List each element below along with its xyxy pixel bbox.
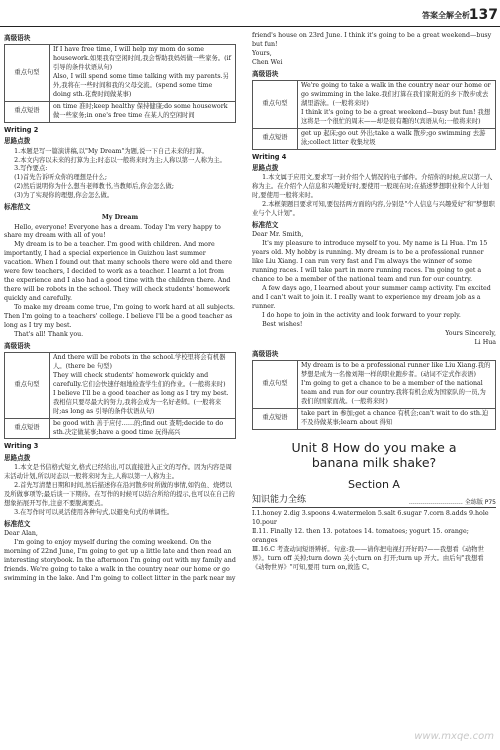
box1-row-sentences [5, 45, 236, 102]
writing4-sign: Li Hua [474, 338, 496, 346]
writing3-think: 思路点拨 [4, 453, 31, 462]
unit-heading [252, 440, 496, 471]
writing2-point-6: (3)为了实现你的理想,你会怎么做。 [14, 192, 114, 200]
writing2-point-5: (2)然后说明你为什么想当老师教书,当教师后,你会怎么做; [14, 183, 174, 191]
box2-row-sentences [5, 353, 236, 419]
box2-sentence-1: And there will be robots in the school.学校里将会有机器人。(there be 句型) [53, 354, 226, 370]
box3-label-sentences: 重点句型 [253, 81, 298, 129]
writing2-essay-p4: That's all! Thank you. [14, 330, 84, 338]
box3-table [252, 80, 496, 150]
writing4-essay-p1: It's my pleasure to introduce myself to you. My name is Li Hua. I'm 15 years old. My hobby is running. My dream is to be a professional runner like Liu Xiang. I can run very fast and I'm always the winner of some running races. I will take part in more running races. I'm going to get a chance to be a member of the national team and run for our country. [252, 240, 488, 284]
writing4-point-1: 1.本文属于应用文,要求写一封介绍个人情况的电子邮件。介绍你的时候,应以第一人称为主。在介绍个人信息和兴趣爱好时,要使用一般现在时;在描述梦想职业和个人计划时,要使用一般将来时。 [252, 174, 493, 200]
box2-sentence-2: They will check students' homework quickly and carefully.它们会快速仔细地检查学生们的作业。(一般将来时) [53, 371, 226, 388]
box1-row-phrases [5, 101, 236, 122]
writing2-essay-p1: Hello, everyone! Everyone has a dream. Today I'm very happy to share my dream with all of you! [4, 223, 221, 240]
writing3-point-3: 3.在写作时可以灵活使用各种句式,以避免句式的单调性。 [14, 508, 174, 516]
box1-label-phrases: 重点短语 [5, 101, 50, 122]
box2-row-phrases [5, 418, 236, 439]
box1-sentence-2: Also, I will spend some time talking with my parents.另外,我将在一些时间和我的父母交流。(spend some time doing sth.花费时间做某事) [53, 73, 229, 99]
box1-sentence-1: If I have free time, I will help my mom do some housework.如果我有空闲时间,我会帮助我妈妈做一些家务。(if 引导的条件状语从句) [53, 46, 231, 72]
box2-label-phrases: 重点短语 [5, 418, 50, 439]
box3-sentence-2: I think it's going to be a great weekend—busy but fun! 我想这将是一个很忙的周末——却是很有趣的!(宾语从句;一般将来时) [301, 108, 491, 125]
box4-row-sentences [253, 360, 496, 408]
writing2-point-3: 3.写作要点: [14, 165, 48, 173]
box1-title: 高级语块 [4, 34, 31, 42]
writing3-point-2: 2.首先写清楚日期和时间,然后描述你在沿河散步时所做的事情,如钓鱼、烧烤以及所做事项等;最后谈一下期待。在写作的时候可以结合所给的提示,也可以在自己的想象拓展开写作,注意不要脱离要点。 [4, 482, 235, 507]
unit-title-line-2: banana milk shake? [311, 455, 437, 471]
writing4-point-2: 2.本框架题目要求可知,要包括两方面的内容,分别是"个人信息与兴趣爱好"和"梦想职业与个人计划"。 [252, 201, 495, 218]
box1-content-sentences [50, 45, 236, 102]
box2-content-phrases [50, 418, 236, 439]
box2-sentence-3: I believe I'll be a good teacher as long as I try my best.我相信只要尽最大的努力,我将会成为一名好老师。(一般将来时;as long as 引导的条件状语从句) [53, 389, 229, 415]
box4-table [252, 360, 496, 430]
box1-label-sentences: 重点句型 [5, 45, 50, 102]
box3-phrase-1: get up 起床;go out 外出;take a walk 散步;go swimming 去游泳;collect litter 收集垃圾 [301, 129, 486, 146]
header-title: 答案全解全析 [422, 11, 470, 20]
box4-row-phrases [253, 408, 496, 429]
writing4-essay-p4: Best wishes! [262, 320, 303, 328]
writing2-essay-title: My Dream [101, 213, 139, 221]
writing3-title: Writing 3 [4, 442, 39, 451]
writing3-dear: Dear Alan, [4, 530, 38, 538]
box4-title: 高级语块 [252, 349, 279, 358]
header-rule [0, 26, 500, 27]
writing2-essay-p3: To make my dream come true, I'm going to work hard at all subjects. Then I'm going to a teachers' college. I believe I'll be a good teacher as long as I try my best. [4, 303, 235, 329]
section-title: Section A [348, 477, 400, 491]
box3-title: 高级语块 [252, 69, 279, 78]
answers-part-2: Ⅱ.11. Finally 12. then 13. potatoes 14. tomatoes; yogurt 15. orange; oranges [252, 528, 469, 544]
writing2-model: 标准范文 [4, 203, 31, 212]
box1-table [4, 44, 236, 123]
practice-bar [252, 494, 496, 508]
box2-phrase-1: be good with 善于应付……的;find out 查明;decide to do sth.决定做某事;have a good time 玩得高兴 [53, 419, 224, 436]
box2-content-sentences [50, 353, 236, 419]
practice-page-ref: ……………………… 全练版 P75 [408, 498, 496, 506]
answers-part-3: Ⅲ.16.C 考查动词短语辨析。句意:我——请你把电视打开好吗?——我想看《动物世界》。turn off 关掉;turn down 关小;turn on 打开;turn up 开大。由后句"我想看《动物世界》"可知,要用 turn on,故选 C。 [252, 545, 484, 571]
writing4-essay-p3: I do hope to join in the activity and look forward to your reply. [262, 311, 461, 319]
writing3-model: 标准范文 [4, 519, 31, 528]
box4-label-phrases: 重点短语 [253, 408, 298, 429]
watermark-text: www.mxqe.com [414, 730, 494, 742]
page-header [0, 4, 500, 26]
writing4-title: Writing 4 [252, 152, 287, 161]
writing2-essay-p2: My dream is to be a teacher. I'm good with children. And more importantly, I had a special experience in Guizhou last summer vacation. When I found out that many schools there were old and there were few teachers, I decided to work as a teacher. I learnt a lot from the experience and I also had a good time with the children there. And there will be robots in the school. They will check students' homework quickly and carefully. [4, 241, 232, 302]
box3-row-sentences [253, 81, 496, 129]
box2-table [4, 352, 236, 439]
box3-label-phrases: 重点短语 [253, 128, 298, 149]
writing2-point-1: 1.本题是写一篇演讲稿,以"My Dream"为题,说一下自己未来的打算。 [14, 147, 209, 155]
box4-content-phrases [298, 408, 496, 429]
box4-sentence-2: I'm going to get a chance to be a member of the national team and run for our country.我将有机会成为国家队的一员,为我们的国家而战。(一般将来时) [301, 379, 486, 405]
box3-sentence-1: We're going to take a walk in the country near our home or go swimming in the lake.我们打算在我们家附近的乡下散步或去湖里游泳。(一般将来时) [301, 82, 491, 107]
box4-content-sentences [298, 360, 496, 408]
writing4-essay-p2: A few days ago, I learned about your summer camp activity. I'm excited and I can't wait to join it. I really want to experience my dream job as a runner. [252, 285, 491, 310]
writing3-essay: I'm going to enjoy myself during the coming weekend. On the morning of 22nd June, I'm going to get up a little late and then read an interesting storybook. In the afternoon I'm going out with my family and friends. We're going to take a walk in the country near our home or go swimming in the lake. And I'm going to collect litter in the park near my [4, 539, 236, 582]
box2-title: 高级语块 [4, 341, 31, 350]
writing3-essay-cont: friend's house on 23rd June. I think it's going to be a great weekend—busy but fun! [252, 32, 492, 48]
writing2-point-4: (1)首先告诉听众你的理想是什么; [14, 174, 107, 182]
box4-phrase-1: take part in 参加;get a chance 有机会;can't wait to do sth.迫不及待做某事;learn about 得知 [301, 409, 489, 426]
left-column [4, 32, 236, 742]
unit-title-line-1: Unit 8 How do you make a [291, 439, 457, 455]
box3-content-sentences [298, 81, 496, 129]
page-number: 137 [468, 7, 498, 23]
writing2-point-2: 2.本文内容以未来的打算为主;时态以一般将来时为主;人称以第一人称为主。 [14, 156, 226, 164]
writing4-model: 标准范文 [252, 221, 279, 230]
writing4-think: 思路点拨 [252, 164, 279, 173]
answers-part-1: Ⅰ.1.honey 2.dig 3.spoons 4.watermelon 5.salt 6.sugar 7.corn 8.adds 9.hole 10.pour [252, 510, 489, 527]
box2-label-sentences: 重点句型 [5, 353, 50, 419]
box3-row-phrases [253, 128, 496, 149]
box4-sentence-1: My dream is to be a professional runner like Liu Xiang.我的梦想是成为一名像刘翔一样的职业跑步者。(动词不定式作表语) [301, 361, 491, 378]
right-column [252, 32, 496, 742]
box4-label-sentences: 重点句型 [253, 360, 298, 408]
box1-content-phrases [50, 101, 236, 122]
writing2-title: Writing 2 [4, 125, 39, 134]
box1-phrase-1: on time 准时;keep healthy 保持健康;do some housework 做一些家务;in one's free time 在某人的空闲时间 [53, 102, 228, 119]
writing3-point-1: 1.本文是书信格式短文,格式已经给出,可以直接进入正文的写作。因为内容是周末活动计划,所以时态以一般将来时为主,人称以第一人称为主。 [4, 464, 232, 481]
writing4-close: Yours Sincerely, [445, 329, 496, 337]
writing2-think: 思路点拨 [4, 137, 31, 146]
writing3-yours: Yours, [252, 49, 272, 57]
box3-content-phrases [298, 128, 496, 149]
writing4-dear: Dear Mr. Smith, [252, 231, 304, 239]
writing3-sign: Chen Wei [252, 58, 283, 66]
practice-label: 知识能力全练 [252, 495, 307, 506]
